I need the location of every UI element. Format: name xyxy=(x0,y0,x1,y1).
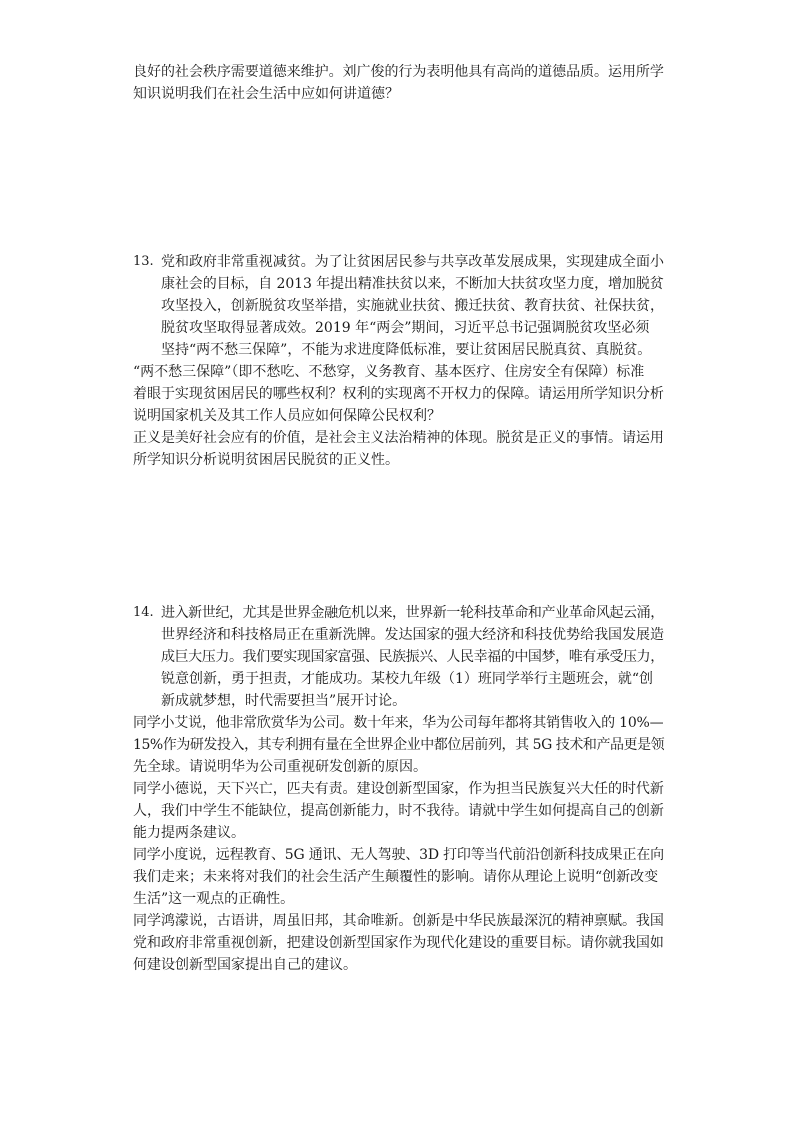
q13-sub-line-5: 所学知识分析说明贫困居民脱贫的正义性。 xyxy=(133,452,399,468)
q13-stem-line-1: 党和政府非常重视减贫。为了让贫困居民参与共享改革发展成果，实现建成全面小 xyxy=(161,254,664,270)
q14-sub-line-4: 同学小德说，天下兴亡，匹夫有责。建设创新型国家，作为担当民族复兴大任的时代新 xyxy=(133,781,664,797)
q14-stem-line-1: 进入新世纪，尤其是世界金融危机以来，世界新一轮科技革命和产业革命风起云涌， xyxy=(161,605,664,621)
q13-sub-line-3: 说明国家机关及其工作人员应如何保障公民权利？ xyxy=(133,408,441,424)
q14-sub-line-10: 同学鸿濛说，古语讲，周虽旧邦，其命唯新。创新是中华民族最深沉的精神禀赋。我国 xyxy=(133,913,664,929)
q12-line-2: 知识说明我们在社会生活中应如何讲道德？ xyxy=(133,86,399,102)
q14-sub-line-8: 我们走来；未来将对我们的社会生活产生颠覆性的影响。请你从理论上说明“创新改变 xyxy=(133,869,659,885)
q12-line-1: 良好的社会秩序需要道德来维护。刘广俊的行为表明他具有高尚的道德品质。运用所学 xyxy=(133,64,664,80)
q13-number: 13. xyxy=(133,254,154,269)
q14-stem-line-5: 新成就梦想，时代需要担当”展开讨论。 xyxy=(161,693,407,709)
q14-sub-line-6: 能力提两条建议。 xyxy=(133,825,245,841)
q14-sub-line-12: 何建设创新型国家提出自己的建议。 xyxy=(133,957,357,973)
q14-sub-line-7: 同学小度说，远程教育、5G 通讯、无人驾驶、3D 打印等当代前沿创新科技成果正在向 xyxy=(133,847,664,863)
q13-sub-line-4: 正义是美好社会应有的价值，是社会主义法治精神的体现。脱贫是正义的事情。请运用 xyxy=(133,430,664,446)
q14-sub-line-9: 生活”这一观点的正确性。 xyxy=(133,891,295,907)
q13-stem-line-4: 脱贫攻坚取得显著成效。2019 年“两会”期间，习近平总书记强调脱贫攻坚必须 xyxy=(161,320,650,336)
q13-stem-line-2: 康社会的目标，自 2013 年提出精准扶贫以来，不断加大扶贫攻坚力度，增加脱贫 xyxy=(161,276,664,292)
q14-number: 14. xyxy=(133,605,154,620)
q14-sub-line-5: 人，我们中学生不能缺位，提高创新能力，时不我待。请就中学生如何提高自己的创新 xyxy=(133,803,664,819)
q14-sub-line-1: 同学小艾说，他非常欣赏华为公司。数十年来，华为公司每年都将其销售收入的 10%— xyxy=(133,715,664,731)
q14-sub-line-3: 先全球。请说明华为公司重视研发创新的原因。 xyxy=(133,759,427,775)
q13-stem-line-5: 坚持“两不愁三保障”，不能为求进度降低标准，要让贫困居民脱真贫、真脱贫。 xyxy=(161,342,652,358)
q13-sub-line-1: “两不愁三保障”（即不愁吃、不愁穿，义务教育、基本医疗、住房安全有保障）标准 xyxy=(133,364,645,380)
q14-sub-line-2: 15%作为研发投入，其专利拥有量在全世界企业中都位居前列，其 5G 技术和产品更是领 xyxy=(133,737,665,753)
q14-stem-line-4: 锐意创新，勇于担责，才能成功。某校九年级（1）班同学举行主题班会，就“创 xyxy=(161,671,654,687)
q13-stem-line-3: 攻坚投入，创新脱贫攻坚举措，实施就业扶贫、搬迁扶贫、教育扶贫、社保扶贫， xyxy=(161,298,664,314)
q14-stem-line-2: 世界经济和科技格局正在重新洗牌。发达国家的强大经济和科技优势给我国发展造 xyxy=(161,627,664,643)
q14-sub-line-11: 党和政府非常重视创新，把建设创新型国家作为现代化建设的重要目标。请你就我国如 xyxy=(133,935,664,951)
q14-stem-line-3: 成巨大压力。我们要实现国家富强、民族振兴、人民幸福的中国梦，唯有承受压力， xyxy=(161,649,664,665)
q13-sub-line-2: 着眼于实现贫困居民的哪些权利？权利的实现离不开权力的保障。请运用所学知识分析 xyxy=(133,386,664,402)
